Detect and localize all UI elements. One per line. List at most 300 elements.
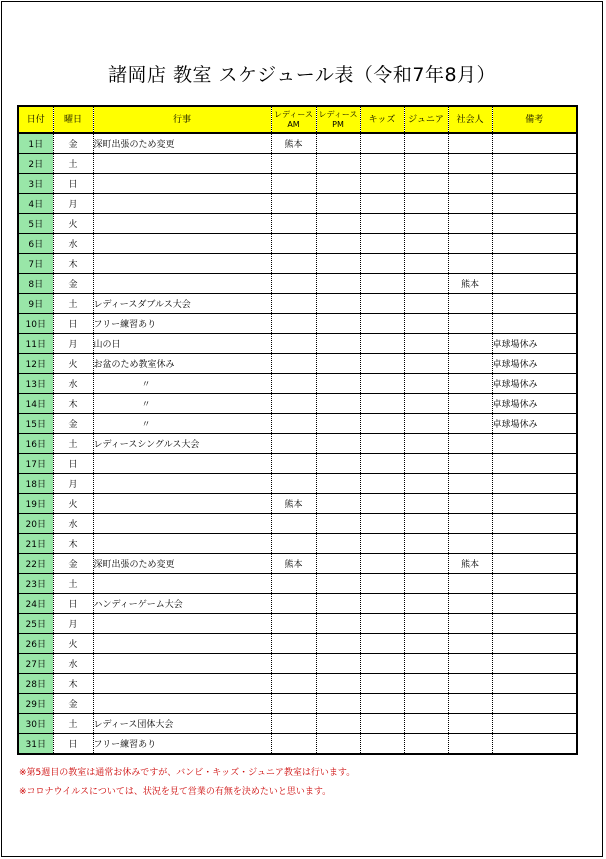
table-row [18, 394, 577, 414]
event-cell: 深町出張のため変更 [93, 554, 271, 574]
table-row [18, 133, 577, 154]
event-cell [93, 474, 271, 494]
ladies-pm-cell [316, 254, 360, 274]
ladies-am-cell [271, 354, 316, 374]
ladies-am-cell [271, 454, 316, 474]
memo-cell [492, 474, 577, 494]
adult-cell [448, 634, 492, 654]
memo-cell [492, 674, 577, 694]
event-cell [93, 694, 271, 714]
date-cell: 11日 [18, 334, 53, 354]
kids-cell [360, 334, 404, 354]
event-cell: ハンディーゲーム大会 [93, 594, 271, 614]
kids-cell [360, 454, 404, 474]
kids-cell [360, 674, 404, 694]
adult-cell [448, 654, 492, 674]
table-row [18, 194, 577, 214]
weekday-cell: 水 [53, 654, 93, 674]
table-row [18, 374, 577, 394]
event-cell [93, 634, 271, 654]
junior-cell [404, 294, 448, 314]
ladies-am-cell [271, 174, 316, 194]
ladies-pm-cell [316, 494, 360, 514]
weekday-cell: 日 [53, 314, 93, 334]
table-row [18, 514, 577, 534]
adult-cell [448, 334, 492, 354]
memo-cell [492, 454, 577, 474]
weekday-cell: 日 [53, 734, 93, 755]
table-row [18, 574, 577, 594]
table-row [18, 354, 577, 374]
junior-cell [404, 174, 448, 194]
date-cell: 5日 [18, 214, 53, 234]
ladies-pm-cell [316, 594, 360, 614]
ladies-am-cell [271, 634, 316, 654]
header-ladies-am: レディースAM [271, 106, 316, 133]
event-cell: レディースダブルス大会 [93, 294, 271, 314]
weekday-cell: 火 [53, 354, 93, 374]
table-row [18, 654, 577, 674]
adult-cell: 熊本 [448, 554, 492, 574]
ladies-am-cell [271, 674, 316, 694]
header-kids: キッズ [360, 106, 404, 133]
kids-cell [360, 534, 404, 554]
adult-cell [448, 314, 492, 334]
event-cell [93, 214, 271, 234]
weekday-cell: 水 [53, 514, 93, 534]
weekday-cell: 水 [53, 374, 93, 394]
event-cell: 〃 [93, 394, 271, 414]
event-cell [93, 154, 271, 174]
kids-cell [360, 554, 404, 574]
date-cell: 2日 [18, 154, 53, 174]
date-cell: 19日 [18, 494, 53, 514]
junior-cell [404, 514, 448, 534]
note-line: ※第5週目の教室は通常お休みですが、バンビ・キッズ・ジュニア教室は行います。 [19, 768, 356, 778]
weekday-cell: 土 [53, 574, 93, 594]
ladies-am-cell: 熊本 [271, 554, 316, 574]
event-cell: フリー練習あり [93, 734, 271, 755]
schedule-table [17, 105, 578, 755]
kids-cell [360, 594, 404, 614]
weekday-cell: 金 [53, 274, 93, 294]
table-row [18, 694, 577, 714]
weekday-cell: 火 [53, 214, 93, 234]
header-junior: ジュニア [404, 106, 448, 133]
adult-cell [448, 354, 492, 374]
ladies-am-cell [271, 734, 316, 755]
weekday-cell: 木 [53, 674, 93, 694]
ladies-pm-cell [316, 294, 360, 314]
ladies-pm-cell [316, 554, 360, 574]
ladies-am-cell [271, 654, 316, 674]
weekday-cell: 月 [53, 194, 93, 214]
ladies-pm-cell [316, 274, 360, 294]
ladies-am-cell [271, 614, 316, 634]
kids-cell [360, 474, 404, 494]
memo-cell [492, 614, 577, 634]
date-cell: 26日 [18, 634, 53, 654]
note-line: ※コロナウイルスについては、状況を見て営業の有無を決めたいと思います。 [19, 787, 332, 797]
ladies-pm-cell [316, 314, 360, 334]
ladies-pm-cell [316, 154, 360, 174]
table-row [18, 254, 577, 274]
kids-cell [360, 154, 404, 174]
memo-cell [492, 594, 577, 614]
table-row [18, 414, 577, 434]
kids-cell [360, 274, 404, 294]
date-cell: 8日 [18, 274, 53, 294]
date-cell: 17日 [18, 454, 53, 474]
event-cell: お盆のため教室休み [93, 354, 271, 374]
junior-cell [404, 434, 448, 454]
date-cell: 25日 [18, 614, 53, 634]
ladies-pm-cell [316, 194, 360, 214]
adult-cell [448, 294, 492, 314]
junior-cell [404, 133, 448, 154]
memo-cell [492, 274, 577, 294]
memo-cell [492, 194, 577, 214]
date-cell: 22日 [18, 554, 53, 574]
adult-cell [448, 234, 492, 254]
ladies-am-cell: 熊本 [271, 133, 316, 154]
ladies-am-cell [271, 334, 316, 354]
ladies-pm-cell [316, 234, 360, 254]
kids-cell [360, 574, 404, 594]
memo-cell [492, 314, 577, 334]
ladies-pm-cell [316, 374, 360, 394]
ladies-am-cell [271, 414, 316, 434]
kids-cell [360, 354, 404, 374]
date-cell: 24日 [18, 594, 53, 614]
ladies-pm-cell [316, 474, 360, 494]
date-cell: 7日 [18, 254, 53, 274]
ladies-am-cell [271, 274, 316, 294]
weekday-cell: 水 [53, 234, 93, 254]
event-cell: 深町出張のため変更 [93, 133, 271, 154]
adult-cell [448, 534, 492, 554]
event-cell [93, 194, 271, 214]
junior-cell [404, 594, 448, 614]
memo-cell [492, 494, 577, 514]
adult-cell [448, 414, 492, 434]
notes [19, 764, 355, 802]
kids-cell [360, 654, 404, 674]
ladies-am-cell [271, 154, 316, 174]
memo-cell [492, 734, 577, 755]
junior-cell [404, 154, 448, 174]
header-adult: 社会人 [448, 106, 492, 133]
date-cell: 27日 [18, 654, 53, 674]
weekday-cell: 金 [53, 133, 93, 154]
header-row [18, 106, 577, 133]
weekday-cell: 金 [53, 414, 93, 434]
memo-cell: 卓球場休み [492, 334, 577, 354]
kids-cell [360, 514, 404, 534]
table-row [18, 454, 577, 474]
weekday-cell: 金 [53, 554, 93, 574]
ladies-am-cell [271, 514, 316, 534]
table-row [18, 474, 577, 494]
adult-cell [448, 614, 492, 634]
memo-cell [492, 554, 577, 574]
date-cell: 21日 [18, 534, 53, 554]
junior-cell [404, 254, 448, 274]
junior-cell [404, 634, 448, 654]
kids-cell [360, 294, 404, 314]
ladies-pm-cell [316, 414, 360, 434]
memo-cell [492, 434, 577, 454]
ladies-pm-cell [316, 214, 360, 234]
memo-cell [492, 234, 577, 254]
event-cell [93, 654, 271, 674]
kids-cell [360, 133, 404, 154]
date-cell: 15日 [18, 414, 53, 434]
date-cell: 9日 [18, 294, 53, 314]
ladies-pm-cell [316, 714, 360, 734]
ladies-pm-cell [316, 634, 360, 654]
ladies-pm-cell [316, 694, 360, 714]
junior-cell [404, 494, 448, 514]
memo-cell [492, 294, 577, 314]
ladies-am-cell [271, 214, 316, 234]
adult-cell [448, 434, 492, 454]
junior-cell [404, 654, 448, 674]
table-row [18, 154, 577, 174]
header-dow: 曜日 [53, 106, 93, 133]
weekday-cell: 月 [53, 334, 93, 354]
page-title: 諸岡店 教室 スケジュール表（令和7年8月） [107, 64, 497, 86]
date-cell: 13日 [18, 374, 53, 394]
event-cell [93, 174, 271, 194]
adult-cell [448, 694, 492, 714]
adult-cell [448, 594, 492, 614]
kids-cell [360, 314, 404, 334]
adult-cell [448, 214, 492, 234]
ladies-am-cell [271, 234, 316, 254]
event-cell [93, 614, 271, 634]
table-row [18, 294, 577, 314]
ladies-am-cell [271, 254, 316, 274]
event-cell: 山の日 [93, 334, 271, 354]
event-cell [93, 234, 271, 254]
schedule-body [18, 133, 577, 754]
header-date: 日付 [18, 106, 53, 133]
memo-cell: 卓球場休み [492, 354, 577, 374]
kids-cell [360, 254, 404, 274]
date-cell: 12日 [18, 354, 53, 374]
junior-cell [404, 214, 448, 234]
event-cell: レディース団体大会 [93, 714, 271, 734]
ladies-am-cell [271, 474, 316, 494]
memo-cell [492, 634, 577, 654]
date-cell: 3日 [18, 174, 53, 194]
event-cell: 〃 [93, 414, 271, 434]
weekday-cell: 月 [53, 614, 93, 634]
kids-cell [360, 434, 404, 454]
ladies-pm-cell [316, 574, 360, 594]
ladies-am-cell [271, 194, 316, 214]
date-cell: 6日 [18, 234, 53, 254]
event-cell: 〃 [93, 374, 271, 394]
table-row [18, 174, 577, 194]
table-row [18, 674, 577, 694]
event-cell: レディースシングルス大会 [93, 434, 271, 454]
weekday-cell: 土 [53, 434, 93, 454]
weekday-cell: 木 [53, 534, 93, 554]
junior-cell [404, 714, 448, 734]
junior-cell [404, 554, 448, 574]
table-row [18, 234, 577, 254]
memo-cell: 卓球場休み [492, 414, 577, 434]
junior-cell [404, 694, 448, 714]
event-cell [93, 274, 271, 294]
memo-cell [492, 694, 577, 714]
junior-cell [404, 574, 448, 594]
adult-cell [448, 714, 492, 734]
junior-cell [404, 414, 448, 434]
ladies-pm-cell [316, 434, 360, 454]
kids-cell [360, 734, 404, 755]
weekday-cell: 日 [53, 174, 93, 194]
ladies-am-cell [271, 594, 316, 614]
event-cell [93, 674, 271, 694]
ladies-pm-cell [316, 334, 360, 354]
kids-cell [360, 714, 404, 734]
ladies-pm-cell [316, 514, 360, 534]
table-row [18, 734, 577, 755]
kids-cell [360, 694, 404, 714]
date-cell: 14日 [18, 394, 53, 414]
junior-cell [404, 474, 448, 494]
junior-cell [404, 534, 448, 554]
table-row [18, 614, 577, 634]
weekday-cell: 日 [53, 594, 93, 614]
weekday-cell: 火 [53, 494, 93, 514]
memo-cell: 卓球場休み [492, 394, 577, 414]
junior-cell [404, 674, 448, 694]
event-cell [93, 254, 271, 274]
memo-cell [492, 654, 577, 674]
table-row [18, 274, 577, 294]
ladies-am-cell [271, 534, 316, 554]
date-cell: 16日 [18, 434, 53, 454]
ladies-pm-cell [316, 133, 360, 154]
memo-cell [492, 254, 577, 274]
date-cell: 30日 [18, 714, 53, 734]
date-cell: 1日 [18, 133, 53, 154]
weekday-cell: 金 [53, 694, 93, 714]
adult-cell [448, 374, 492, 394]
date-cell: 4日 [18, 194, 53, 214]
ladies-pm-cell [316, 734, 360, 755]
ladies-am-cell [271, 374, 316, 394]
adult-cell [448, 674, 492, 694]
event-cell [93, 514, 271, 534]
header-memo: 備考 [492, 106, 577, 133]
date-cell: 18日 [18, 474, 53, 494]
header-ladies-pm: レディースPM [316, 106, 360, 133]
junior-cell [404, 354, 448, 374]
ladies-am-cell [271, 714, 316, 734]
date-cell: 28日 [18, 674, 53, 694]
weekday-cell: 月 [53, 474, 93, 494]
kids-cell [360, 614, 404, 634]
ladies-am-cell [271, 394, 316, 414]
header-event: 行事 [93, 106, 271, 133]
ladies-pm-cell [316, 614, 360, 634]
event-cell [93, 574, 271, 594]
event-cell [93, 494, 271, 514]
event-cell [93, 454, 271, 474]
table-row [18, 634, 577, 654]
weekday-cell: 土 [53, 154, 93, 174]
kids-cell [360, 494, 404, 514]
memo-cell [492, 214, 577, 234]
table-row [18, 714, 577, 734]
junior-cell [404, 334, 448, 354]
memo-cell [492, 154, 577, 174]
weekday-cell: 木 [53, 254, 93, 274]
adult-cell [448, 154, 492, 174]
ladies-pm-cell [316, 454, 360, 474]
adult-cell: 熊本 [448, 274, 492, 294]
weekday-cell: 土 [53, 294, 93, 314]
kids-cell [360, 174, 404, 194]
ladies-pm-cell [316, 674, 360, 694]
junior-cell [404, 314, 448, 334]
kids-cell [360, 194, 404, 214]
weekday-cell: 火 [53, 634, 93, 654]
adult-cell [448, 133, 492, 154]
ladies-am-cell [271, 694, 316, 714]
adult-cell [448, 734, 492, 755]
table-row [18, 314, 577, 334]
weekday-cell: 土 [53, 714, 93, 734]
adult-cell [448, 574, 492, 594]
adult-cell [448, 174, 492, 194]
weekday-cell: 木 [53, 394, 93, 414]
junior-cell [404, 454, 448, 474]
table-row [18, 334, 577, 354]
adult-cell [448, 474, 492, 494]
kids-cell [360, 234, 404, 254]
junior-cell [404, 374, 448, 394]
event-cell: フリー練習あり [93, 314, 271, 334]
junior-cell [404, 734, 448, 755]
memo-cell [492, 133, 577, 154]
table-row [18, 554, 577, 574]
ladies-am-cell: 熊本 [271, 494, 316, 514]
table-row [18, 434, 577, 454]
date-cell: 23日 [18, 574, 53, 594]
junior-cell [404, 614, 448, 634]
memo-cell [492, 714, 577, 734]
junior-cell [404, 274, 448, 294]
table-row [18, 534, 577, 554]
ladies-am-cell [271, 434, 316, 454]
memo-cell: 卓球場休み [492, 374, 577, 394]
memo-cell [492, 174, 577, 194]
ladies-pm-cell [316, 354, 360, 374]
kids-cell [360, 374, 404, 394]
memo-cell [492, 574, 577, 594]
ladies-pm-cell [316, 394, 360, 414]
adult-cell [448, 514, 492, 534]
ladies-pm-cell [316, 534, 360, 554]
adult-cell [448, 394, 492, 414]
date-cell: 20日 [18, 514, 53, 534]
